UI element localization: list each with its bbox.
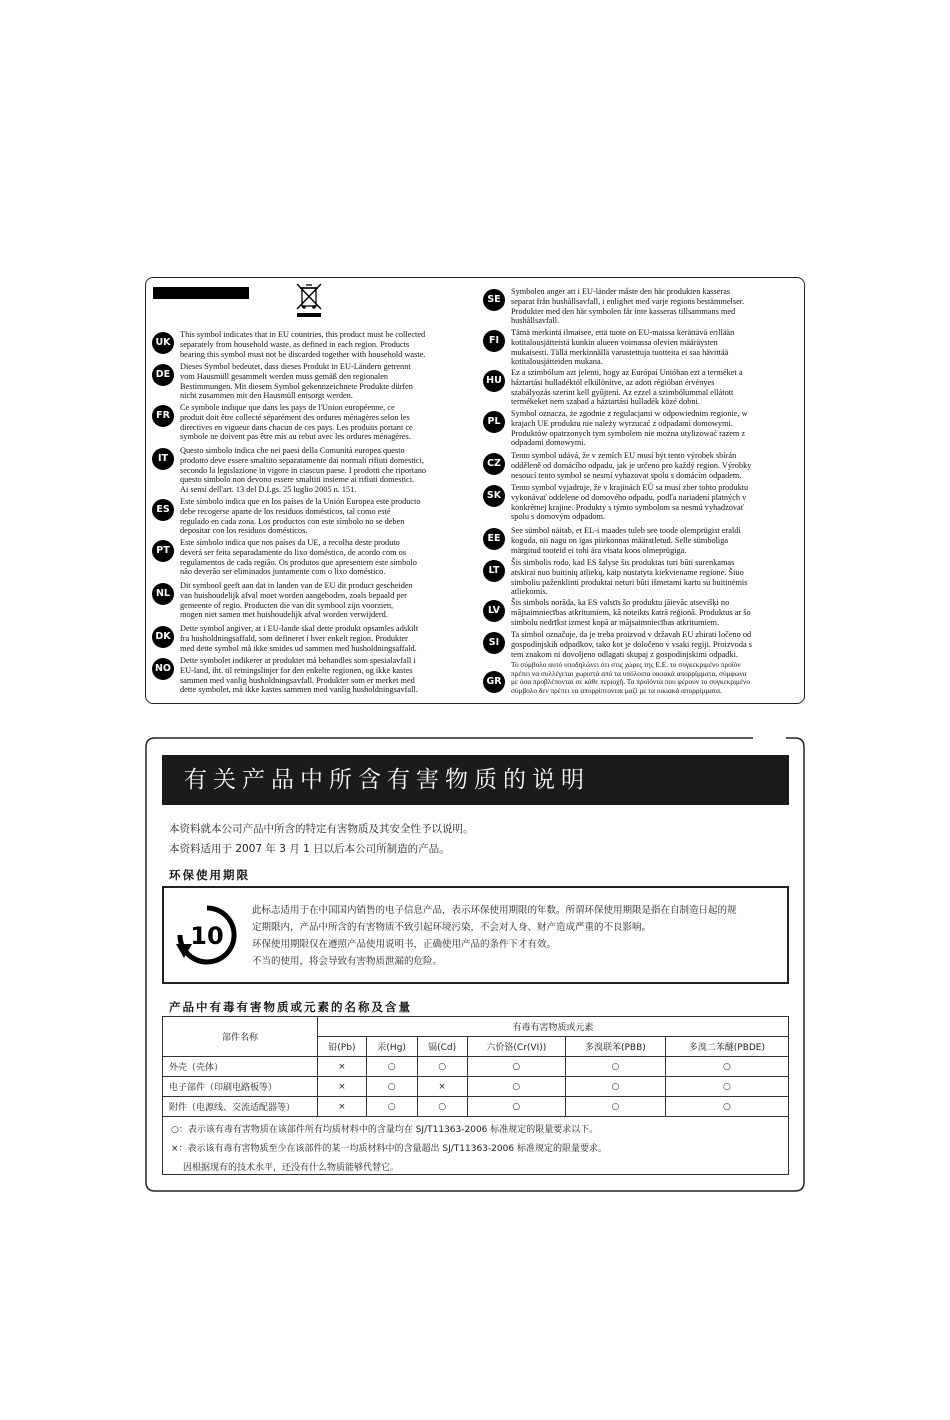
weee-text: Šis simbolis rodo, kad ES šalyse šis produktas turi būti surenkamas atskirai nuo buitinių atliekų, kaip nustatyta kiekviename regione. Šiuo simboliu paženklinti produktai neturi būti išmetami kartu su buitinėmis atliekomis. [511, 558, 748, 597]
country-badge: SK [483, 485, 505, 507]
weee-text: Dieses Symbol bedeutet, dass dieses Produkt in EU-Ländern getrennt vom Hausmüll gesammelt werden muss gemäß den regionalen Bestimmungen. Mit diesem Symbol gekennzeichnete Produkte dürfen nicht zusammen mit den Hausmüll entsorgt werden. [180, 362, 413, 401]
weee-text: Το σύμβολο αυτό υποδηλώνει ότι στις χώρες της Ε.Ε. το συγκεκριμένο προϊόν πρέπει να συλλέγεται χωριστά από τα υπόλοιπα οικιακά απορρίμματα, σύμφωνα με όσα προβλέπονται σε κάθε περιοχή. Τα προϊόντα που φέρουν το συγκεκριμένο σύμβολο δεν πρέπει να απορρίπτονται μαζί με τα οικιακά απορρίμματα. [511, 660, 750, 695]
country-badge: HU [483, 370, 505, 392]
country-badge: FI [483, 330, 505, 352]
note-circle: ○：表示该有毒有害物质在该部件所有均质材料中的含量均在 SJ/T11363-2006 标准规定的限量要求以下。 [171, 1125, 599, 1135]
table-cell: ○ [417, 1057, 467, 1077]
country-badge: DE [152, 364, 174, 386]
table-cell: ○ [467, 1057, 565, 1077]
part-header: 部件名称 [163, 1017, 318, 1057]
country-badge: CZ [483, 453, 505, 475]
table-row [163, 1077, 789, 1097]
table-cell: ○ [665, 1077, 788, 1097]
table-cell: ○ [665, 1097, 788, 1117]
weee-text: Este símbolo indica que en los países de la Unión Europea este producto debe recogerse aparte de los residuos domésticos, tal como esté regulado en cada zona. Los productos con este símbolo no se deben depositar con los residuos domésticos. [180, 497, 421, 536]
country-badge: NO [152, 658, 174, 680]
part-name: 电子部件（印刷电路板等） [163, 1077, 318, 1097]
table-cell: × [318, 1077, 367, 1097]
weee-text: Ce symbole indique que dans les pays de l'Union européenne, ce produit doit être collecté séparément des ordures ménagères selon les directives en vigueur dans chacun de ces pays. Les produits portant ce symbole ne doivent pas être mis au rebut avec les ordures ménagères. [180, 403, 413, 442]
table-cell: ○ [366, 1077, 417, 1097]
table-row [163, 1097, 789, 1117]
table-cell: ○ [417, 1097, 467, 1117]
country-badge: ES [152, 499, 174, 521]
table-cell: ○ [467, 1097, 565, 1117]
country-badge: PT [152, 540, 174, 562]
table-cell: × [417, 1077, 467, 1097]
country-badge: SE [483, 289, 505, 311]
weee-text: See sümbol näitab, et EL-i maades tuleb see toode olemprügist eraldi koguda, nii nagu on igas piirkonnas määratletud. Selle sümboliga märgitud tooteid ei tohi ära visata koos olmeprügiga. [511, 526, 741, 555]
weee-text: Dette symbol angiver, at i EU-lande skal dette produkt opsamles adskilt fra husholdningsaffald, som defineret i hver enkelt region. Produkter med dette symbol må ikke smides ud sammen med husholdningsaffald. [180, 624, 419, 653]
epup-heading: 环保使用期限 [169, 868, 250, 882]
column-header: 多溴二苯醚(PBDE) [665, 1037, 788, 1057]
weee-text: Šis simbols norāda, ka ES valstīs šo produktu jāievāc atsevišķi no mājsaimniecības atkritumiem, kā noteikts katrā reģionā. Produktus ar šo simbolu nedrīkst izmest kopā ar mājsaimniecības atkritumiem. [511, 598, 751, 627]
weee-text: Questo simbolo indica che nei paesi della Comunità europea questo prodotto deve essere smaltito separatamente dai normali rifiuti domestici, secondo la legislazione in vigore in ciascun paese. I prodotti che riportano questo simbolo non devono essere smaltiti insieme ai rifiuti domestici. Ai sensi dell'art. 13 del D.Lgs. 25 luglio 2005 n. 151. [180, 446, 427, 495]
country-badge: LV [483, 600, 505, 622]
title-bar [162, 755, 789, 805]
table-cell: ○ [665, 1057, 788, 1077]
note-cross: ×：表示该有毒有害物质至少在该部件的某一均质材料中的含量超出 SJ/T11363-2006 标准规定的限量要求。 [171, 1144, 607, 1154]
table-header-row [163, 1017, 789, 1037]
country-badge: PL [483, 411, 505, 433]
table-cell: × [318, 1057, 367, 1077]
weee-text: Ez a szimbólum azt jelenti, hogy az Európai Unióban ezt a terméket a háztartási hulladéktól elkülönítve, az adott régióban érvényes szabályozás szerint kell gyűjteni. Az ezzel a szimbólummal ellátott termékeket nem szabad a háztartási hulladék közé dobni. [511, 368, 743, 407]
table-notes [162, 1117, 789, 1175]
substances-table [162, 1016, 789, 1117]
column-header: 汞(Hg) [366, 1037, 417, 1057]
epup-text: 此标志适用于在中国国内销售的电子信息产品，表示环保使用期限的年数。所谓环保使用期限是指在自制造日起的规 定期限内，产品中所含的有害物质不致引起环境污染，不会对人身、财产造成严重的不良影响。 环保使用期限仅在遵照产品使用说明书，正确使用产品的条件下才有效。 不当的使用，将会导致有害物质泄漏的危险。 [252, 905, 737, 967]
table-cell: ○ [366, 1057, 417, 1077]
country-badge: LT [483, 560, 505, 582]
column-header: 六价铬(Cr(VI)) [467, 1037, 565, 1057]
weee-text: Tento symbol udává, že v zemích EU musí být tento výrobek sbírán odděleně od domácího odpadu, jak je určeno pro každý region. Výrobky nesoucí tento symbol se nesmí vyhazovat spolu s domácím odpadem. [511, 451, 752, 480]
epup-box [162, 886, 789, 984]
table-cell: ○ [467, 1077, 565, 1097]
country-badge: NL [152, 583, 174, 605]
weee-notice-box [145, 277, 805, 704]
country-badge: FR [152, 405, 174, 427]
weee-text: Tämä merkintä ilmaisee, että tuote on EU-maissa kerättävä erillään kotitalousjätteistä kunkin alueen voimassa olevien määräysten mukaisesti. Tällä merkinnällä varustettuja tuotteita ei saa hävittää kotitalousjätteiden mukana. [511, 328, 735, 367]
weee-text: Dit symbool geeft aan dat in landen van de EU dit product gescheiden van huishoudelijk afval moet worden aangeboden, zoals bepaald per gemeente of regio. Producten die van dit symbool zijn voorzien, mogen niet samen met huishoudelijk afval worden verwijderd. [180, 581, 413, 620]
country-badge: GR [483, 671, 505, 693]
table-row [163, 1057, 789, 1077]
intro-line-1: 本资料就本公司产品中所含的特定有害物质及其安全性予以说明。 [169, 823, 474, 835]
weee-text: Tento symbol vyjadruje, že v krajinách EÚ sa musí zber tohto produktu vykonávať oddelene od domového odpadu, podľa nariadení platných v konkrétnej krajine. Produkty s týmto symbolom sa nesmú vyhadzovať spolu s domovým odpadom. [511, 483, 749, 522]
weee-text: Este símbolo indica que nos países da UE, a recolha deste produto deverá ser feita separadamente do lixo doméstico, de acordo com os regulamentos de cada região. Os produtos que apresentem este símbolo não deverão ser eliminados juntamente com o lixo doméstico. [180, 538, 417, 577]
country-badge: IT [152, 448, 174, 470]
weee-text: Symbol oznacza, że zgodnie z regulacjami w odpowiednim regionie, w krajach UE produktu nie należy wyrzucać z odpadami domowymi. Produktów opatrzonych tym symbolem nie można utylizować razem z odpadami domowymi. [511, 409, 748, 448]
weee-text: Ta simbol označuje, da je treba proizvod v državah EU zbirati ločeno od gospodinjskih odpadkov, tako kot je določeno v vsaki regiji. Proizvoda s tem znakom ni dovoljeno odlagati skupaj z gospodinjskimi odpadki. [511, 630, 752, 659]
epup-number: 10 [190, 922, 224, 950]
column-header: 镉(Cd) [417, 1037, 467, 1057]
country-badge: DK [152, 626, 174, 648]
column-header: 铅(Pb) [318, 1037, 367, 1057]
crossed-out-wheelie-bin-icon [294, 282, 324, 318]
weee-text: This symbol indicates that in EU countries, this product must be collected separately from household waste, as defined in each region. Products bearing this symbol must not be discarded together with household waste. [180, 330, 426, 359]
part-name: 外壳（壳体） [163, 1057, 318, 1077]
table-cell: ○ [565, 1077, 665, 1097]
weee-text: Dette symbolet indikerer at produktet må behandles som spesialavfall i EU-land, iht. til retningslinjer for den enkelte regionen, og ikke kastes sammen med vanlig husholdningsavfall. Produkter som er merket med dette symbolet, må ikke kastes sammen med vanlig husholdningsavfall. [180, 656, 418, 695]
country-badge: EE [483, 528, 505, 550]
weee-text: Symbolen anger att i EU-länder måste den här produkten kasseras separat från hushållsavfall, i enlighet med varje regions bestämmelser. Produkter med den här symbolen får inte kasseras tillsammans med hushållsavfall. [511, 287, 745, 326]
part-name: 附件（电源线、交流适配器等） [163, 1097, 318, 1117]
column-header: 多溴联苯(PBB) [565, 1037, 665, 1057]
china-rohs-box [145, 737, 805, 1192]
page-title: 有关产品中所含有害物质的说明 [184, 767, 590, 793]
country-badge: UK [152, 332, 174, 354]
table-cell: ○ [565, 1097, 665, 1117]
intro-line-2: 本资料适用于 2007 年 3 月 1 日以后本公司所制造的产品。 [169, 843, 450, 855]
table-cell: × [318, 1097, 367, 1117]
black-label-bar [153, 287, 249, 299]
note-reason: 因根据现有的技术水平，还没有什么物质能够代替它。 [183, 1163, 400, 1173]
table-cell: ○ [366, 1097, 417, 1117]
country-badge: SI [483, 632, 505, 654]
table-heading: 产品中有毒有害物质或元素的名称及含量 [169, 1000, 412, 1014]
table-cell: ○ [565, 1057, 665, 1077]
epup-10-year-icon [174, 902, 240, 968]
group-header: 有毒有害物质或元素 [318, 1017, 789, 1037]
